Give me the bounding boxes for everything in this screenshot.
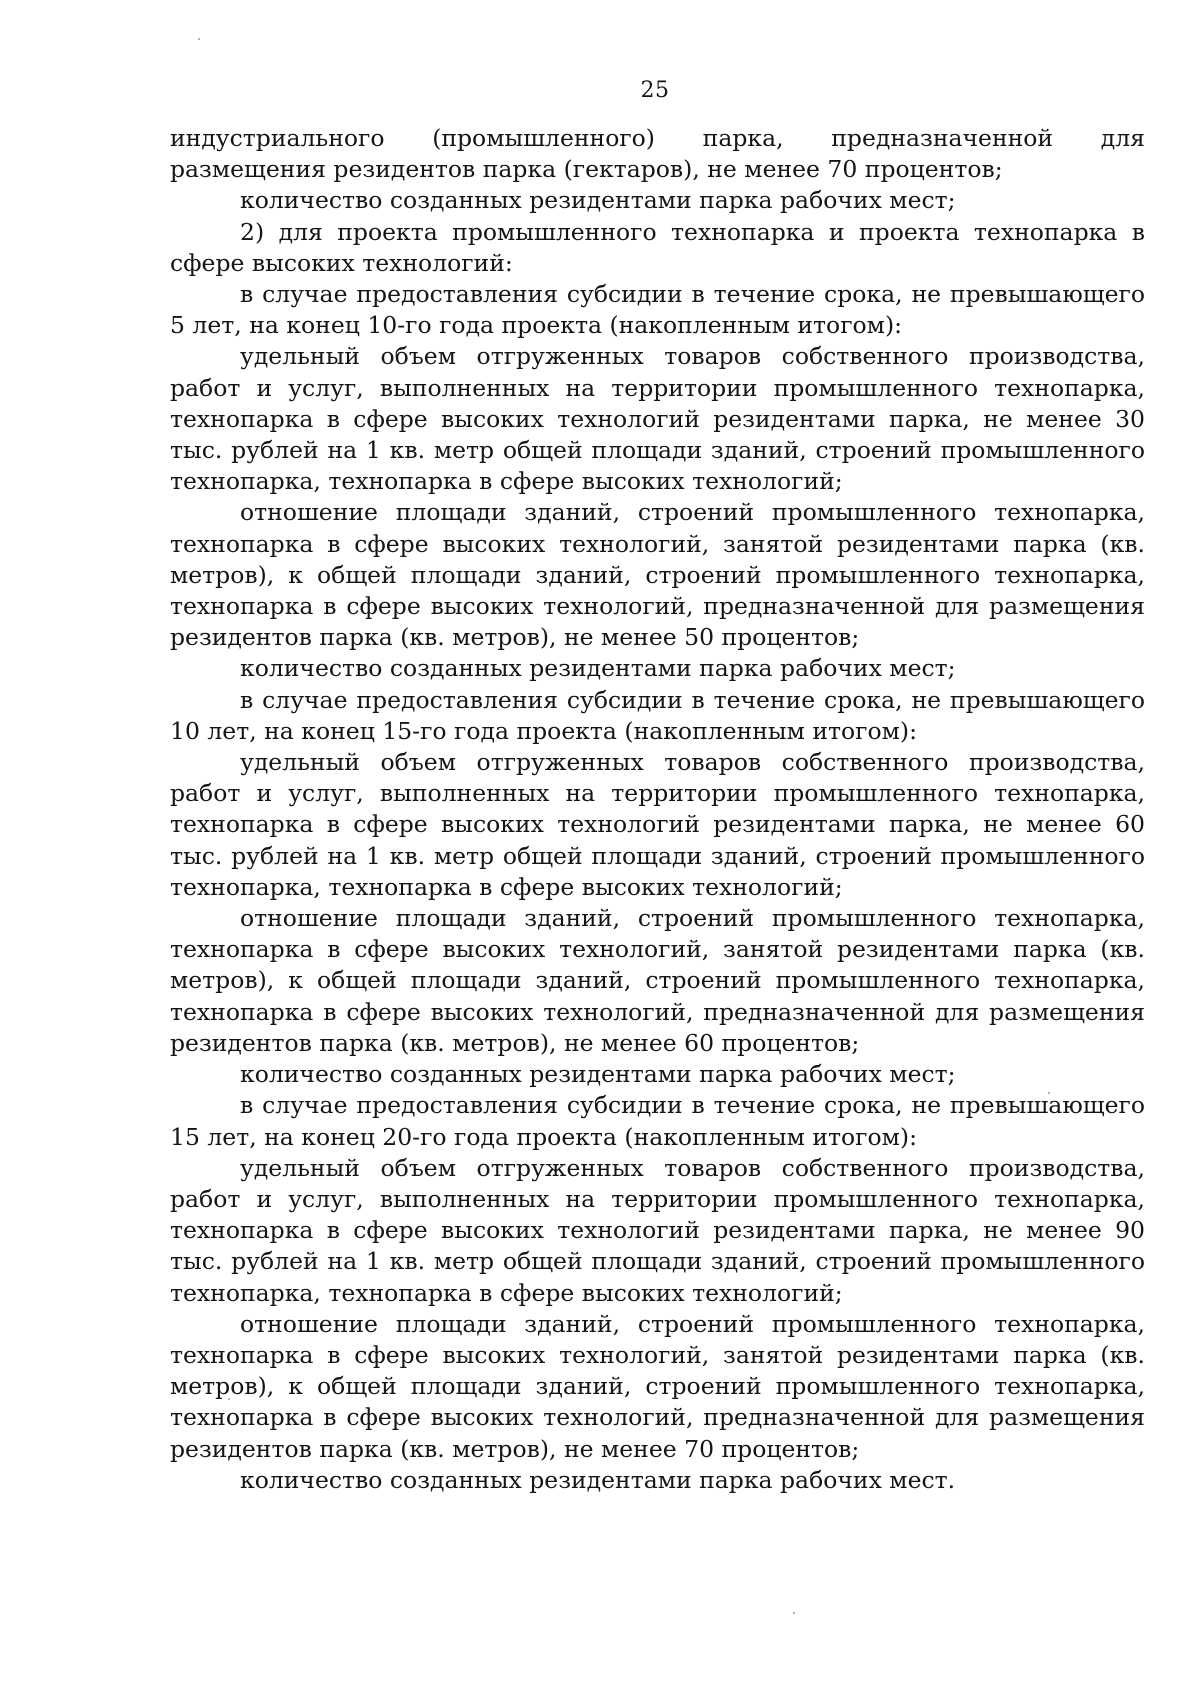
paragraph: 2) для проекта промышленного технопарка и проекта технопарка в сфере высоких технологий: — [170, 217, 1145, 277]
paragraph: отношение площади зданий, строений промышленного технопарка, технопарка в сфере высоких технологий, занятой резидентами парка (кв. метров), к общей площади зданий, строений промышленного технопарка, технопарка в сфере высоких технологий, предназначенной для размещения резидентов парка (кв. метров), не менее 70 процентов; — [170, 1309, 1145, 1463]
scan-speck — [198, 38, 200, 40]
paragraph: в случае предоставления субсидии в течение срока, не превышающего 5 лет, на конец 10-го года проекта (накопленным итогом): — [170, 280, 1145, 340]
paragraph: индустриального (промышленного) парка, предназначенной для размещения резидентов парка (гектаров), не менее 70 процентов; — [170, 124, 1145, 184]
paragraph: отношение площади зданий, строений промышленного технопарка, технопарка в сфере высоких технологий, занятой резидентами парка (кв. метров), к общей площади зданий, строений промышленного технопарка, технопарка в сфере высоких технологий, предназначенной для размещения резидентов парка (кв. метров), не менее 50 процентов; — [170, 498, 1145, 652]
paragraph: в случае предоставления субсидии в течение срока, не превышающего 15 лет, на конец 20-го года проекта (накопленным итогом): — [170, 1091, 1145, 1151]
scan-speck — [793, 1612, 795, 1614]
paragraph: отношение площади зданий, строений промышленного технопарка, технопарка в сфере высоких технологий, занятой резидентами парка (кв. метров), к общей площади зданий, строений промышленного технопарка, технопарка в сфере высоких технологий, предназначенной для размещения резидентов парка (кв. метров), не менее 60 процентов; — [170, 904, 1145, 1057]
document-body — [170, 123, 1145, 1496]
paragraph: удельный объем отгруженных товаров собственного производства, работ и услуг, выполненных на территории промышленного технопарка, технопарка в сфере высоких технологий резидентами парка, не менее 60 тыс. рублей на 1 кв. метр общей площади зданий, строений промышленного технопарка, технопарка в сфере высоких технологий; — [170, 748, 1145, 901]
paragraph: количество созданных резидентами парка рабочих мест; — [240, 654, 956, 683]
paragraph: количество созданных резидентами парка рабочих мест; — [240, 186, 956, 215]
paragraph: количество созданных резидентами парка рабочих мест; — [240, 1060, 956, 1089]
paragraph: количество созданных резидентами парка рабочих мест. — [240, 1465, 956, 1494]
paragraph: удельный объем отгруженных товаров собственного производства, работ и услуг, выполненных на территории промышленного технопарка, технопарка в сфере высоких технологий резидентами парка, не менее 90 тыс. рублей на 1 кв. метр общей площади зданий, строений промышленного технопарка, технопарка в сфере высоких технологий; — [170, 1153, 1145, 1307]
page-number: 25 — [640, 78, 670, 103]
paragraph: в случае предоставления субсидии в течение срока, не превышающего 10 лет, на конец 15-го года проекта (накопленным итогом): — [170, 685, 1145, 745]
paragraph: удельный объем отгруженных товаров собственного производства, работ и услуг, выполненных на территории промышленного технопарка, технопарка в сфере высоких технологий резидентами парка, не менее 30 тыс. рублей на 1 кв. метр общей площади зданий, строений промышленного технопарка, технопарка в сфере высоких технологий; — [170, 342, 1145, 496]
